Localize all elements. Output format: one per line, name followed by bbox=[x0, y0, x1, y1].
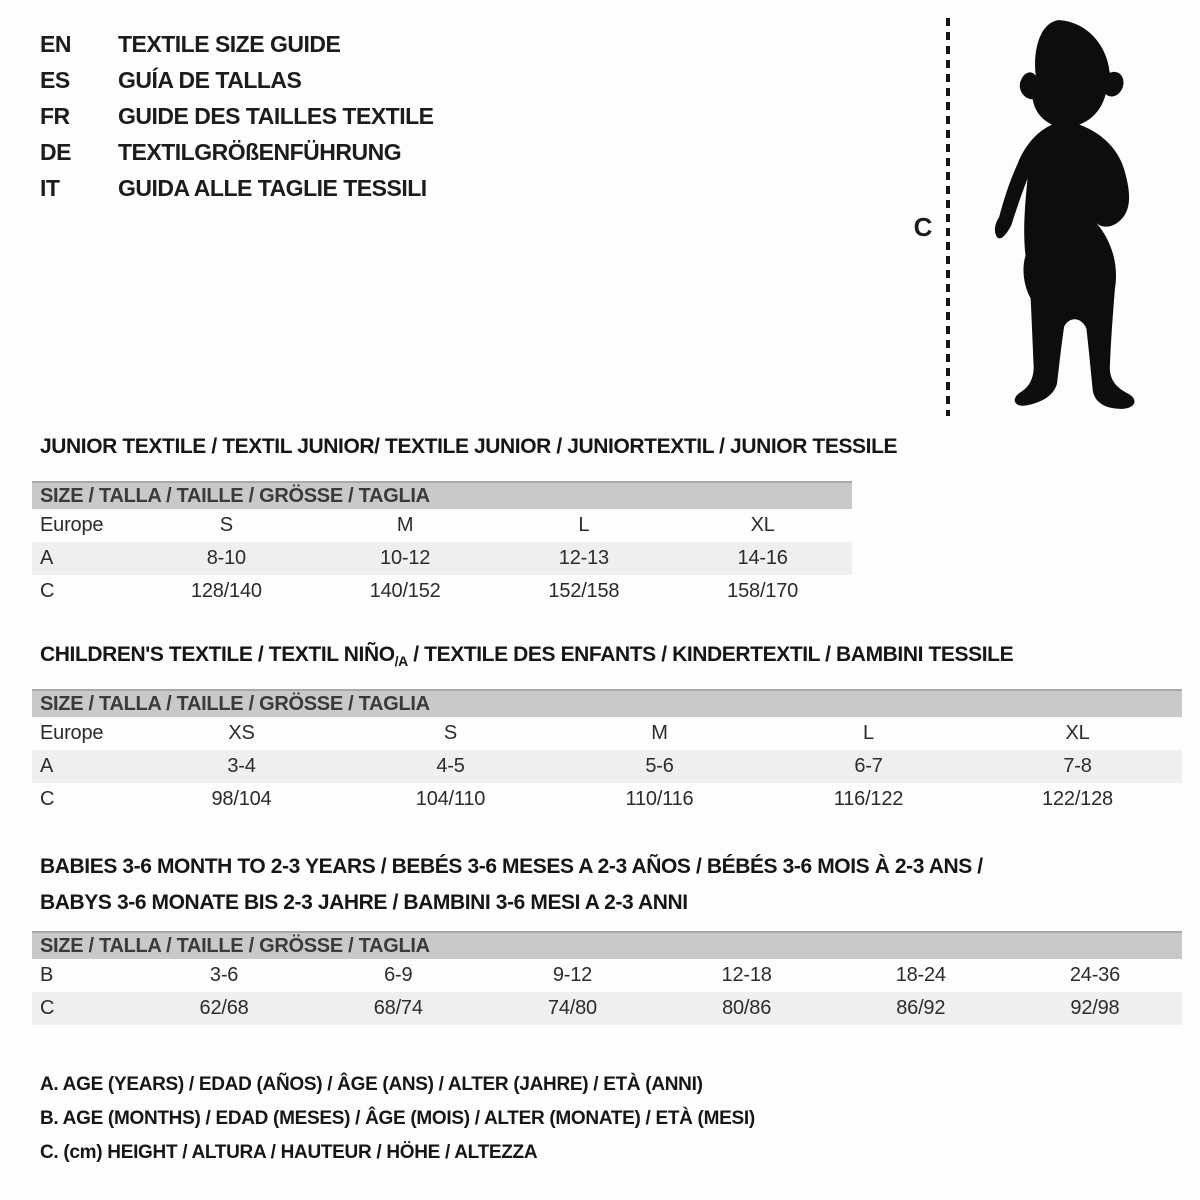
junior-section-title: JUNIOR TEXTILE / TEXTIL JUNIOR/ TEXTILE JUNIOR / JUNIORTEXTIL / JUNIOR TESSILE bbox=[40, 435, 898, 458]
table-row bbox=[32, 959, 1182, 992]
lang-code-en: EN bbox=[40, 30, 71, 57]
height-measure-dashed-line bbox=[946, 18, 950, 416]
size-cell: L bbox=[578, 514, 590, 536]
babies-title-line1: BABIES 3-6 MONTH TO 2-3 YEARS / BEBÉS 3-6 MESES A 2-3 AÑOS / BÉBÉS 3-6 MOIS À 2-3 ANS / bbox=[40, 855, 983, 878]
junior-table-header: SIZE / TALLA / TAILLE / GRÖSSE / TAGLIA bbox=[32, 481, 852, 509]
children-title-rest: / TEXTILE DES ENFANTS / KINDERTEXTIL / BAMBINI TESSILE bbox=[407, 643, 1014, 666]
children-table-header: SIZE / TALLA / TAILLE / GRÖSSE / TAGLIA bbox=[32, 689, 1182, 717]
height-cell: 110/116 bbox=[625, 788, 694, 810]
height-cell: 98/104 bbox=[211, 788, 272, 810]
row-label: Europe bbox=[40, 514, 104, 536]
height-cell: 128/140 bbox=[190, 580, 262, 602]
lang-title-fr: GUIDE DES TAILLES TEXTILE bbox=[118, 102, 434, 129]
junior-size-table bbox=[32, 481, 852, 608]
lang-row-en bbox=[40, 26, 434, 62]
lang-row-de bbox=[40, 134, 434, 170]
size-cell: XL bbox=[750, 514, 775, 536]
babies-title-line2: BABYS 3-6 MONATE BIS 2-3 JAHRE / BAMBINI 3-6 MESI A 2-3 ANNI bbox=[40, 891, 688, 914]
table-row bbox=[32, 509, 852, 542]
height-cell: 104/110 bbox=[415, 788, 486, 810]
babies-size-table bbox=[32, 931, 1182, 1025]
lang-title-it: GUIDA ALLE TAGLIE TESSILI bbox=[118, 174, 427, 201]
toddler-silhouette-icon bbox=[960, 14, 1152, 420]
row-label: Europe bbox=[40, 722, 104, 744]
age-cell: 14-16 bbox=[737, 547, 788, 569]
age-cell: 9-12 bbox=[552, 964, 593, 986]
size-cell: S bbox=[219, 514, 233, 536]
height-measure-label: C bbox=[913, 212, 933, 242]
size-cell: M bbox=[651, 722, 668, 744]
age-cell: 4-5 bbox=[436, 755, 465, 777]
age-cell: 3-4 bbox=[227, 755, 256, 777]
height-cell: 116/122 bbox=[833, 788, 904, 810]
row-label: A bbox=[40, 547, 54, 569]
size-cell: M bbox=[396, 514, 414, 536]
table-row bbox=[32, 992, 1182, 1025]
height-cell: 92/98 bbox=[1070, 997, 1120, 1019]
height-cell: 62/68 bbox=[199, 997, 249, 1019]
height-cell: 158/170 bbox=[727, 580, 799, 602]
lang-row-es bbox=[40, 62, 434, 98]
age-cell: 6-7 bbox=[854, 755, 883, 777]
lang-code-it: IT bbox=[40, 174, 60, 201]
row-label: B bbox=[40, 964, 54, 986]
age-cell: 18-24 bbox=[895, 964, 946, 986]
age-cell: 7-8 bbox=[1063, 755, 1092, 777]
babies-table-header: SIZE / TALLA / TAILLE / GRÖSSE / TAGLIA bbox=[32, 931, 1182, 959]
table-row bbox=[32, 542, 852, 575]
age-cell: 12-13 bbox=[558, 547, 609, 569]
height-cell: 68/74 bbox=[373, 997, 423, 1019]
legend-line-b: B. AGE (MONTHS) / EDAD (MESES) / ÂGE (MOIS) / ALTER (MONATE) / ETÀ (MESI) bbox=[40, 1108, 755, 1129]
children-size-table bbox=[32, 689, 1182, 816]
age-cell: 3-6 bbox=[209, 964, 239, 986]
age-cell: 5-6 bbox=[645, 755, 674, 777]
age-cell: 6-9 bbox=[384, 964, 413, 986]
height-cell: 80/86 bbox=[722, 997, 772, 1019]
children-title-subscript: /A bbox=[394, 653, 408, 670]
age-cell: 10-12 bbox=[380, 547, 431, 569]
children-title-main: CHILDREN'S TEXTILE / TEXTIL NIÑO bbox=[40, 643, 395, 666]
height-cell: 86/92 bbox=[896, 997, 946, 1019]
table-row bbox=[32, 575, 852, 608]
height-cell: 140/152 bbox=[369, 580, 441, 602]
legend-block bbox=[40, 1068, 755, 1170]
legend-line-a: A. AGE (YEARS) / EDAD (AÑOS) / ÂGE (ANS) / ALTER (JAHRE) / ETÀ (ANNI) bbox=[40, 1074, 703, 1095]
age-cell: 24-36 bbox=[1069, 964, 1121, 986]
babies-section-title bbox=[40, 849, 983, 921]
lang-row-fr bbox=[40, 98, 434, 134]
lang-title-de: TEXTILGRÖßENFÜHRUNG bbox=[118, 138, 402, 165]
age-cell: 8-10 bbox=[206, 547, 246, 569]
row-label: C bbox=[40, 997, 55, 1019]
row-label: C bbox=[40, 580, 55, 602]
language-header-block bbox=[40, 26, 434, 206]
lang-code-de: DE bbox=[40, 138, 71, 165]
lang-code-es: ES bbox=[40, 66, 70, 93]
size-cell: XL bbox=[1065, 722, 1090, 744]
table-row bbox=[32, 750, 1182, 783]
row-label: A bbox=[40, 755, 54, 777]
row-label: C bbox=[40, 788, 55, 810]
height-cell: 74/80 bbox=[547, 997, 597, 1019]
age-cell: 12-18 bbox=[721, 964, 772, 986]
height-cell: 152/158 bbox=[548, 580, 620, 602]
size-cell: S bbox=[443, 722, 458, 744]
legend-line-c: C. (cm) HEIGHT / ALTURA / HAUTEUR / HÖHE / ALTEZZA bbox=[40, 1142, 538, 1163]
children-section-title bbox=[40, 643, 1013, 669]
size-cell: L bbox=[863, 722, 874, 744]
lang-code-fr: FR bbox=[40, 102, 70, 129]
height-cell: 122/128 bbox=[1042, 788, 1113, 810]
lang-title-es: GUÍA DE TALLAS bbox=[118, 66, 302, 93]
lang-row-it bbox=[40, 170, 434, 206]
lang-title-en: TEXTILE SIZE GUIDE bbox=[118, 30, 341, 57]
size-cell: XS bbox=[228, 722, 255, 744]
table-row bbox=[32, 717, 1182, 750]
table-row bbox=[32, 783, 1182, 816]
